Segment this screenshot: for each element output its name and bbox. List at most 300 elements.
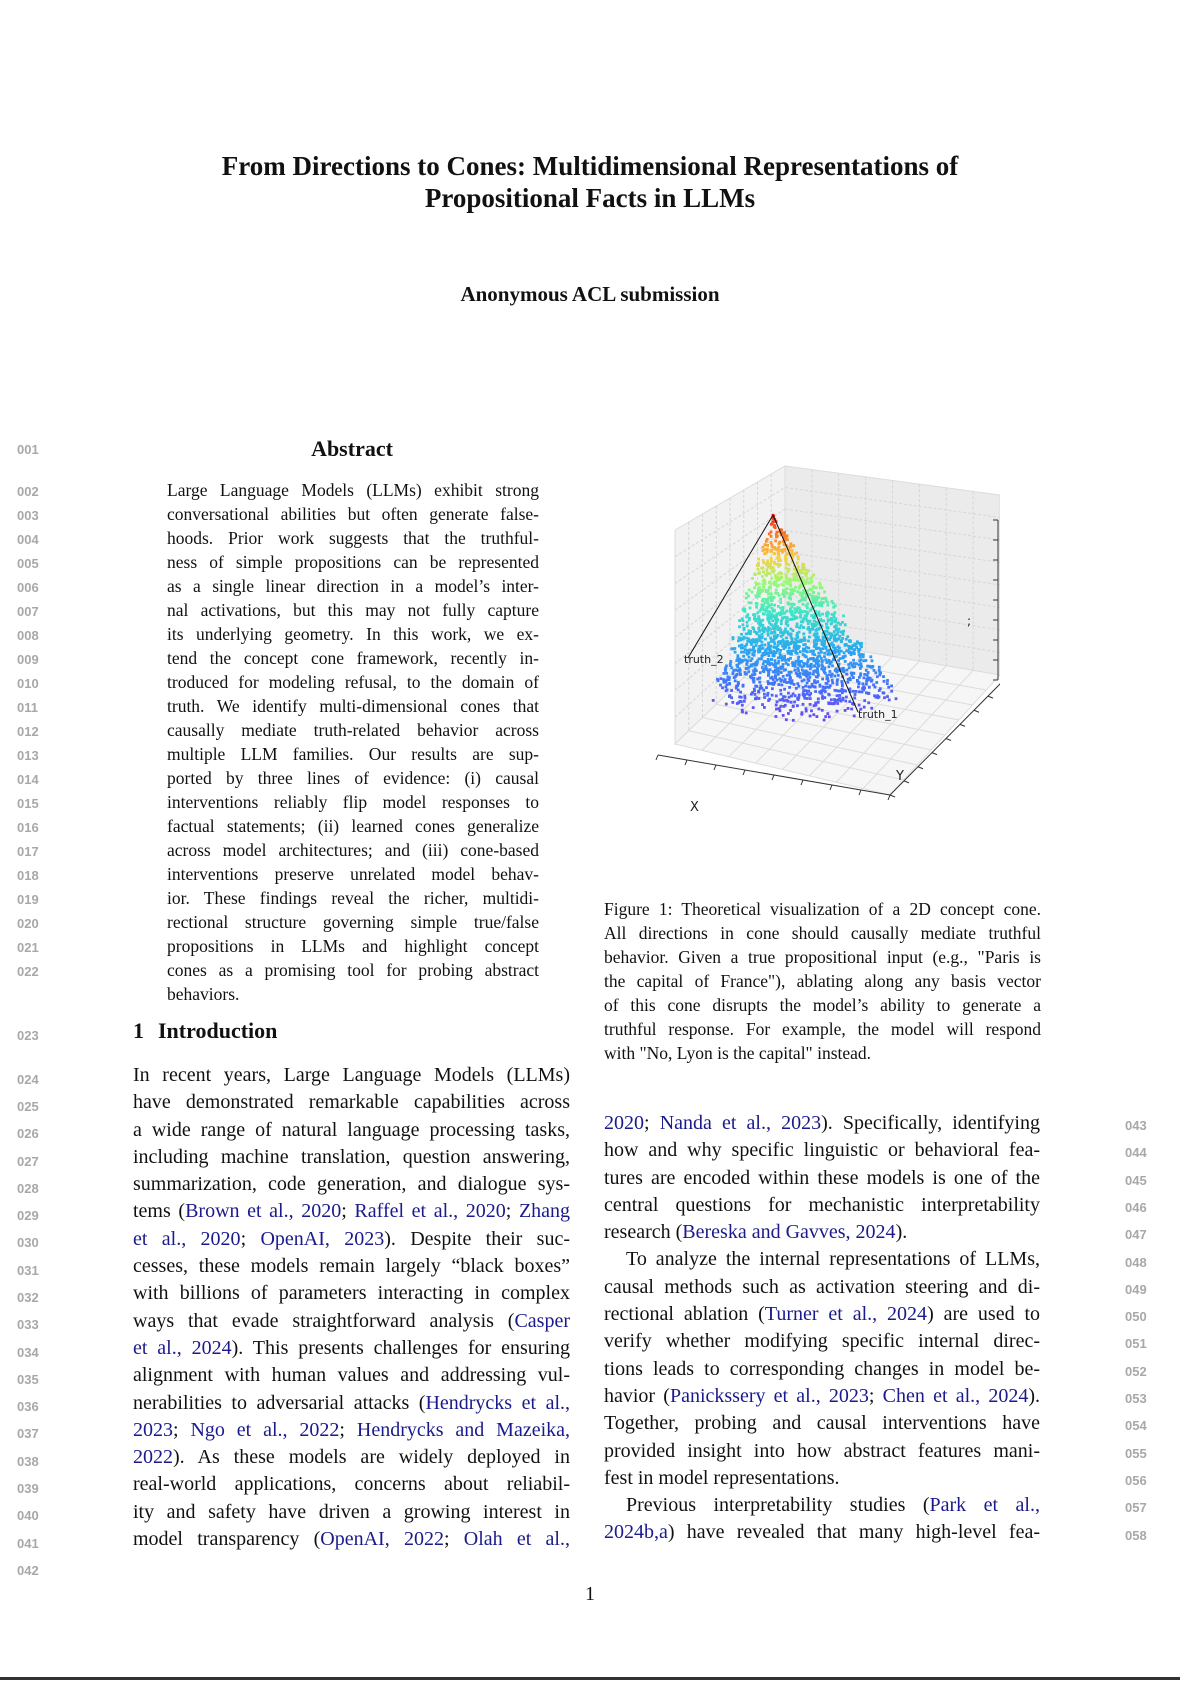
scatter-point xyxy=(749,607,752,610)
line-number: 047 xyxy=(1125,1227,1147,1243)
scatter-point xyxy=(815,629,818,632)
line-number: 004 xyxy=(17,532,39,547)
scatter-point xyxy=(787,568,790,571)
scatter-point xyxy=(790,545,793,548)
scatter-point xyxy=(824,672,827,675)
text-segment: ). xyxy=(1028,1384,1040,1407)
scatter-point xyxy=(752,613,755,616)
scatter-point xyxy=(783,699,786,702)
scatter-point xyxy=(875,681,878,684)
text-line xyxy=(133,1089,570,1116)
line-number: 058 xyxy=(1125,1527,1147,1543)
scatter-point xyxy=(787,712,790,715)
citation-link[interactable]: Hendrycks and Mazeika, xyxy=(356,1418,571,1441)
scatter-point xyxy=(790,590,793,593)
citation-link[interactable]: Brown et al., 2020 xyxy=(185,1200,342,1223)
scatter-point xyxy=(853,697,856,700)
text-segment: ; xyxy=(240,1227,261,1250)
abstract-line: conversational abilities but often generate false- xyxy=(167,504,539,524)
section-number: 1 xyxy=(133,1018,144,1043)
scatter-point xyxy=(790,543,793,546)
page-number: 1 xyxy=(585,1583,595,1605)
citation-link[interactable]: 2023 xyxy=(133,1418,173,1441)
scatter-point xyxy=(730,647,733,650)
scatter-point xyxy=(750,602,753,605)
citation-link[interactable]: et al., 2020 xyxy=(133,1227,241,1250)
scatter-point xyxy=(741,704,744,707)
scatter-point xyxy=(808,628,811,631)
line-number: 045 xyxy=(1125,1172,1147,1188)
citation-link[interactable]: Casper xyxy=(514,1309,570,1332)
scatter-point xyxy=(843,669,846,672)
scatter-point xyxy=(851,647,854,650)
scatter-point xyxy=(755,602,758,605)
scatter-point xyxy=(759,590,762,593)
scatter-point xyxy=(811,625,814,628)
scatter-point xyxy=(817,701,820,704)
line-number: 017 xyxy=(17,844,39,859)
scatter-point xyxy=(796,562,799,565)
citation-link[interactable]: Raffel et al., 2020 xyxy=(354,1200,506,1223)
scatter-point xyxy=(824,686,827,689)
scatter-point xyxy=(840,650,843,653)
scatter-point xyxy=(781,645,784,648)
text-segment: To analyze the internal representations of LLMs, xyxy=(626,1248,1040,1271)
scatter-point xyxy=(863,687,866,690)
scatter-point xyxy=(826,674,829,677)
citation-link[interactable]: et al., 2024 xyxy=(133,1336,232,1359)
scatter-point xyxy=(845,673,848,676)
scatter-point xyxy=(762,663,765,666)
scatter-point xyxy=(771,631,774,634)
scatter-point xyxy=(830,618,833,621)
scatter-point xyxy=(802,565,805,568)
scatter-point xyxy=(750,639,753,642)
z-axis-label: ; xyxy=(967,614,972,628)
scatter-point xyxy=(758,595,761,598)
scatter-point xyxy=(840,639,843,642)
scatter-point xyxy=(778,594,781,597)
scatter-point xyxy=(752,646,755,649)
scatter-point xyxy=(719,684,722,687)
scatter-point xyxy=(746,624,749,627)
scatter-point xyxy=(794,669,797,672)
scatter-point xyxy=(746,621,749,624)
scatter-point xyxy=(801,576,804,579)
scatter-point xyxy=(788,696,791,699)
citation-link[interactable]: OpenAI, 2023 xyxy=(260,1227,385,1250)
scatter-point xyxy=(842,630,845,633)
scatter-point xyxy=(723,672,726,675)
text-segment: ; xyxy=(339,1418,357,1441)
scatter-point xyxy=(825,646,828,649)
abstract-line: propositions in LLMs and highlight concept xyxy=(167,936,539,956)
scatter-point xyxy=(775,618,778,621)
scatter-point xyxy=(844,660,847,663)
scatter-point xyxy=(781,549,784,552)
scatter-point xyxy=(837,630,840,633)
scatter-point xyxy=(785,718,788,721)
scatter-point xyxy=(751,591,754,594)
scatter-point xyxy=(801,680,804,683)
scatter-point xyxy=(751,577,754,580)
line-number: 052 xyxy=(1125,1363,1147,1379)
introduction-right-column xyxy=(604,1110,1040,1547)
scatter-point xyxy=(876,675,879,678)
scatter-point xyxy=(848,666,851,669)
line-number: 054 xyxy=(1125,1418,1147,1434)
scatter-point xyxy=(836,680,839,683)
scatter-point xyxy=(777,644,780,647)
scatter-point xyxy=(789,618,792,621)
scatter-point xyxy=(855,690,858,693)
line-number: 035 xyxy=(17,1372,39,1387)
scatter-point xyxy=(789,583,792,586)
scatter-point xyxy=(770,557,773,560)
scatter-point xyxy=(865,680,868,683)
citation-link[interactable]: Ngo et al., 2022 xyxy=(190,1418,340,1441)
line-number: 034 xyxy=(17,1345,39,1360)
text-line xyxy=(604,1519,1040,1546)
scatter-point xyxy=(746,659,749,662)
scatter-point xyxy=(802,589,805,592)
scatter-point xyxy=(770,599,773,602)
scatter-point xyxy=(801,592,804,595)
scatter-point xyxy=(792,705,795,708)
scatter-point xyxy=(820,668,823,671)
scatter-point xyxy=(787,601,790,604)
scatter-point xyxy=(830,623,833,626)
scatter-point xyxy=(806,660,809,663)
caption-line: All directions in cone should causally mediate truthful xyxy=(604,923,1041,943)
scatter-point xyxy=(798,626,801,629)
scatter-point xyxy=(789,598,792,601)
line-number: 009 xyxy=(17,652,39,667)
text-segment: ). xyxy=(895,1221,908,1244)
scatter-point xyxy=(806,606,809,609)
scatter-point xyxy=(737,639,740,642)
scatter-point xyxy=(791,614,794,617)
scatter-point xyxy=(758,583,761,586)
scatter-point xyxy=(808,665,811,668)
scatter-point xyxy=(879,671,882,674)
scatter-point xyxy=(773,616,776,619)
citation-link[interactable]: 2022 xyxy=(133,1446,173,1469)
scatter-point xyxy=(777,673,780,676)
section-title: Introduction xyxy=(158,1018,278,1043)
text-line xyxy=(133,1362,570,1389)
x-tick xyxy=(743,770,745,775)
scatter-point xyxy=(780,657,783,660)
scatter-point xyxy=(790,695,793,698)
line-number: 026 xyxy=(17,1126,39,1141)
scatter-point xyxy=(827,604,830,607)
citation-link[interactable]: Park et al., xyxy=(929,1494,1040,1517)
scatter-point xyxy=(887,686,890,689)
citation-link[interactable]: Panickssery et al., 2023 xyxy=(669,1384,869,1407)
scatter-point xyxy=(818,647,821,650)
line-number: 057 xyxy=(1125,1500,1147,1516)
line-number: 043 xyxy=(1125,1118,1147,1133)
scatter-point xyxy=(784,678,787,681)
citation-link[interactable]: OpenAI, 2022 xyxy=(320,1528,444,1551)
scatter-point xyxy=(802,626,805,629)
scatter-point xyxy=(813,685,816,688)
scatter-point xyxy=(811,653,814,656)
scatter-point xyxy=(795,642,798,645)
citation-link[interactable]: Chen et al., 2024 xyxy=(882,1384,1029,1407)
scatter-point xyxy=(842,655,845,658)
scatter-point xyxy=(806,690,809,693)
scatter-point xyxy=(712,699,715,702)
scatter-point xyxy=(763,660,766,663)
text-segment: ) are used to xyxy=(927,1303,1041,1326)
abstract-line: behaviors. xyxy=(167,984,240,1004)
scatter-point xyxy=(816,676,819,679)
text-segment: tems ( xyxy=(133,1200,186,1223)
scatter-point xyxy=(734,675,737,678)
scatter-point xyxy=(764,644,767,647)
scatter-point xyxy=(800,640,803,643)
text-line xyxy=(604,1465,1040,1492)
scatter-point xyxy=(832,606,835,609)
scatter-point xyxy=(816,715,819,718)
abstract-line: ness of simple propositions can be represented xyxy=(167,552,539,572)
citation-link[interactable]: Olah et al., xyxy=(463,1528,570,1551)
line-number: 049 xyxy=(1125,1281,1147,1297)
scatter-point xyxy=(895,697,898,700)
text-line xyxy=(133,1144,570,1171)
scatter-point xyxy=(779,709,782,712)
scatter-point xyxy=(841,689,844,692)
scatter-point xyxy=(813,664,816,667)
scatter-point xyxy=(779,689,782,692)
scatter-point xyxy=(795,687,798,690)
text-segment: cesses, these models remain largely “black boxes” xyxy=(133,1255,570,1278)
scatter-point xyxy=(730,689,733,692)
scatter-point xyxy=(791,592,794,595)
x-tick xyxy=(714,765,716,770)
text-line xyxy=(604,1137,1040,1164)
scatter-point xyxy=(794,586,797,589)
line-number: 053 xyxy=(1125,1391,1147,1406)
scatter-point xyxy=(763,696,766,699)
text-line xyxy=(604,1301,1040,1328)
scatter-point xyxy=(836,710,839,713)
scatter-point xyxy=(808,694,811,697)
scatter-point xyxy=(833,702,836,705)
scatter-point xyxy=(750,693,753,696)
scatter-point xyxy=(767,680,770,683)
scatter-point xyxy=(842,633,845,636)
scatter-point xyxy=(777,648,780,651)
scatter-point xyxy=(883,696,886,699)
scatter-point xyxy=(853,662,856,665)
line-number: 048 xyxy=(1125,1254,1147,1270)
scatter-point xyxy=(822,686,825,689)
citation-link[interactable]: Zhang xyxy=(518,1200,571,1223)
scatter-point xyxy=(793,683,796,686)
line-number: 055 xyxy=(1125,1445,1147,1461)
scatter-point xyxy=(852,659,855,662)
scatter-point xyxy=(869,677,872,680)
scatter-point xyxy=(775,620,778,623)
scatter-point xyxy=(773,596,776,599)
line-number: 029 xyxy=(17,1208,39,1223)
scatter-point xyxy=(807,570,810,573)
scatter-point xyxy=(789,610,792,613)
line-number: 042 xyxy=(17,1563,39,1578)
scatter-point xyxy=(764,580,767,583)
scatter-point xyxy=(845,638,848,641)
scatter-point xyxy=(886,695,889,698)
y-tick xyxy=(960,724,965,726)
scatter-point xyxy=(856,640,859,643)
scatter-point xyxy=(762,546,765,549)
scatter-point xyxy=(758,690,761,693)
scatter-point xyxy=(858,676,861,679)
scatter-point xyxy=(770,566,773,569)
scatter-point xyxy=(736,702,739,705)
scatter-point xyxy=(831,682,834,685)
scatter-point xyxy=(861,691,864,694)
scatter-point xyxy=(745,633,748,636)
scatter-point xyxy=(745,616,748,619)
scatter-point xyxy=(865,659,868,662)
scatter-point xyxy=(850,672,853,675)
text-segment: model transparency ( xyxy=(133,1528,321,1551)
scatter-point xyxy=(810,657,813,660)
truth-1-label: truth_1 xyxy=(858,708,898,721)
scatter-point xyxy=(859,655,862,658)
scatter-point xyxy=(755,606,758,609)
scatter-point xyxy=(794,617,797,620)
concept-cone-figure xyxy=(640,450,1000,830)
scatter-point xyxy=(754,685,757,688)
scatter-point xyxy=(789,709,792,712)
scatter-point xyxy=(837,659,840,662)
scatter-point xyxy=(886,679,889,682)
citation-link[interactable]: 2024b,a xyxy=(604,1521,668,1544)
scatter-point xyxy=(792,664,795,667)
scatter-point xyxy=(750,643,753,646)
scatter-point xyxy=(801,621,804,624)
line-number: 013 xyxy=(17,748,39,763)
scatter-point xyxy=(742,655,745,658)
scatter-point xyxy=(860,658,863,661)
scatter-point xyxy=(837,649,840,652)
scatter-point xyxy=(834,611,837,614)
citation-link[interactable]: Bereska and Gavves, 2024 xyxy=(682,1221,896,1244)
scatter-point xyxy=(790,635,793,638)
scatter-point xyxy=(742,685,745,688)
citation-link[interactable]: Nanda et al., 2023 xyxy=(659,1112,822,1134)
scatter-point xyxy=(823,719,826,722)
scatter-point xyxy=(767,651,770,654)
scatter-point xyxy=(785,637,788,640)
scatter-point xyxy=(769,663,772,666)
scatter-point xyxy=(836,702,839,705)
scatter-point xyxy=(780,684,783,687)
scatter-point xyxy=(859,644,862,647)
text-line xyxy=(133,1499,570,1526)
scatter-point xyxy=(784,659,787,662)
scatter-point xyxy=(780,705,783,708)
scatter-point xyxy=(858,704,861,707)
text-segment: ways that evade straightforward analysis ( xyxy=(133,1309,515,1332)
scatter-point xyxy=(874,671,877,674)
scatter-point xyxy=(804,697,807,700)
scatter-point xyxy=(771,687,774,690)
scatter-point xyxy=(841,685,844,688)
scatter-point xyxy=(739,700,742,703)
scatter-point xyxy=(831,673,834,676)
scatter-point xyxy=(862,654,865,657)
scatter-point xyxy=(806,602,809,605)
scatter-point xyxy=(810,666,813,669)
scatter-point xyxy=(874,686,877,689)
scatter-point xyxy=(769,645,772,648)
line-number: 021 xyxy=(17,940,39,955)
scatter-point xyxy=(779,559,782,562)
scatter-point xyxy=(758,681,761,684)
scatter-point xyxy=(804,670,807,673)
scatter-point xyxy=(739,673,742,676)
citation-link[interactable]: Hendrycks et al., xyxy=(425,1391,570,1414)
line-number: 040 xyxy=(17,1508,39,1523)
scatter-point xyxy=(757,568,760,571)
scatter-point xyxy=(771,619,774,622)
scatter-point xyxy=(878,669,881,672)
scatter-point xyxy=(833,638,836,641)
abstract-line: Large Language Models (LLMs) exhibit strong xyxy=(167,480,539,500)
scatter-point xyxy=(798,607,801,610)
scatter-point xyxy=(744,697,747,700)
scatter-point xyxy=(785,610,788,613)
text-line xyxy=(604,1219,1040,1246)
citation-link[interactable]: 2020 xyxy=(604,1112,644,1134)
scatter-point xyxy=(823,696,826,699)
scatter-point xyxy=(760,621,763,624)
y-tick xyxy=(932,753,937,755)
text-line xyxy=(604,1383,1040,1410)
scatter-point xyxy=(774,659,777,662)
abstract-line: multiple LLM families. Our results are sup- xyxy=(167,744,539,764)
scatter-point xyxy=(826,653,829,656)
scatter-point xyxy=(770,658,773,661)
scatter-point xyxy=(833,635,836,638)
scatter-point xyxy=(793,603,796,606)
scatter-point xyxy=(808,679,811,682)
scatter-point xyxy=(828,649,831,652)
abstract-line: across model architectures; and (iii) cone-based xyxy=(167,840,539,860)
scatter-point xyxy=(768,698,771,701)
scatter-point xyxy=(761,703,764,706)
scatter-point xyxy=(792,719,795,722)
scatter-point xyxy=(765,686,768,689)
scatter-point xyxy=(744,672,747,675)
scatter-point xyxy=(785,699,788,702)
abstract-line: nal activations, but this may not fully capture xyxy=(167,600,539,620)
scatter-point xyxy=(763,693,766,696)
scatter-point xyxy=(819,584,822,587)
scatter-point xyxy=(793,646,796,649)
scatter-point xyxy=(748,589,751,592)
line-number: 036 xyxy=(17,1399,39,1414)
citation-link[interactable]: Turner et al., 2024 xyxy=(764,1303,928,1326)
text-line xyxy=(133,1226,570,1253)
scatter-point xyxy=(744,645,747,648)
